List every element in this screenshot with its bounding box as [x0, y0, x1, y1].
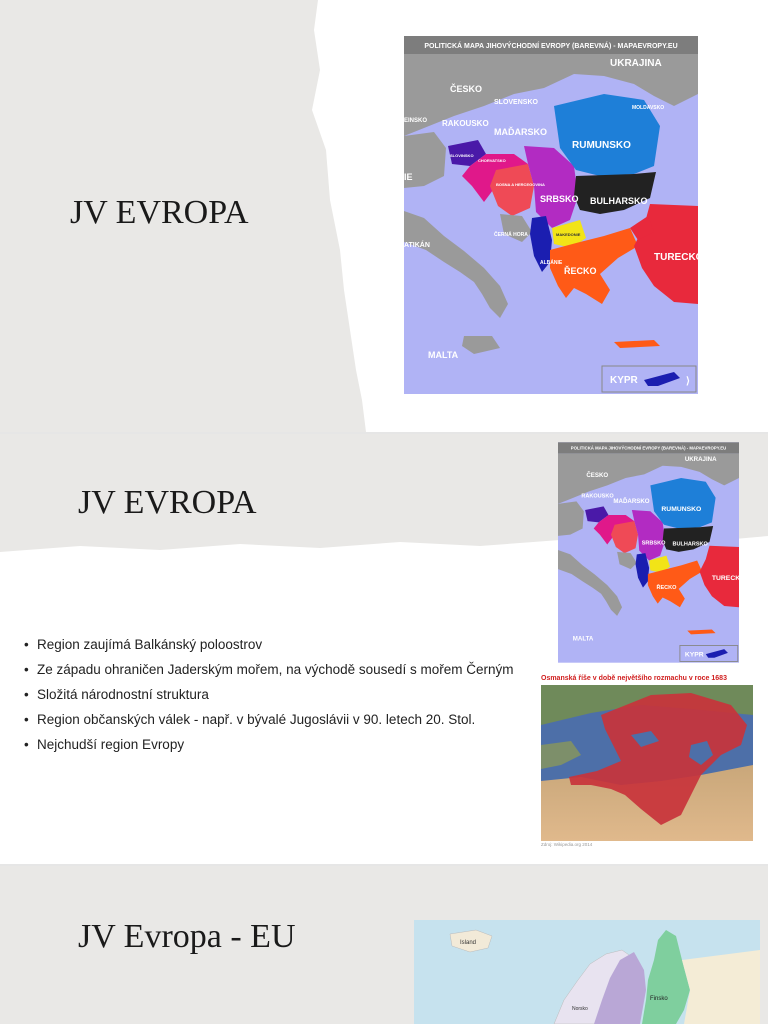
- ottoman-empire-map: [541, 685, 753, 841]
- label-ukrajina: UKRAJINA: [610, 58, 662, 69]
- label-cesko: ČESKO: [586, 471, 609, 479]
- label-bulharsko: BULHARSKO: [590, 196, 648, 206]
- slide-3: [0, 866, 768, 1024]
- label-island: Island: [460, 940, 477, 946]
- label-recko: ŘECKO: [656, 584, 677, 591]
- label-vatikan: ATIKÁN: [404, 242, 430, 249]
- label-makedonie: MAKEDONIE: [556, 232, 581, 237]
- label-finsko: Finsko: [650, 996, 668, 1002]
- label-einsko: EINSKO: [404, 118, 428, 124]
- label-madarsko: MAĎARSKO: [494, 127, 547, 137]
- label-ie: IE: [404, 172, 413, 182]
- label-albanie: ALBÁNIE: [540, 260, 563, 266]
- label-rumunsko: RUMUNSKO: [661, 506, 702, 514]
- label-bosna: BOSNA A HERCEGOVINA: [496, 182, 545, 187]
- list-item: • Složitá národnostní struktura: [24, 686, 514, 703]
- balkan-political-map: [404, 36, 704, 394]
- list-item: • Region občanských válek - např. v bývalé Jugoslávii v 90. letech 20. Stol.: [24, 711, 514, 728]
- label-bulharsko: BULHARSKO: [672, 541, 708, 548]
- label-cerna-hora: ČERNÁ HORA: [494, 232, 528, 238]
- label-slovinsko: SLOVINSKO: [450, 153, 474, 158]
- map-header: POLITICKÁ MAPA JIHOVÝCHODNÍ EVROPY (BAREVNÁ) - MAPAEVROPY.EU: [570, 445, 727, 451]
- list-item: • Region zaujímá Balkánský poloostrov: [24, 636, 514, 653]
- svg-text:⟩: ⟩: [686, 376, 690, 387]
- label-turecko: TURECKO: [711, 575, 746, 583]
- label-madarsko: MAĎARSKO: [613, 498, 650, 506]
- map-header: POLITICKÁ MAPA JIHOVÝCHODNÍ EVROPY (BAREVNÁ) - MAPAEVROPY.EU: [424, 43, 678, 50]
- label-chorvatsko: CHORVATSKO: [478, 158, 506, 163]
- label-slovensko: SLOVENSKO: [494, 99, 538, 106]
- bullet-list: [24, 636, 514, 761]
- slide-2: [0, 434, 768, 864]
- label-malta: MALTA: [572, 635, 594, 643]
- label-norsko: Norsko: [572, 1006, 588, 1012]
- slide-1: [0, 0, 768, 432]
- ottoman-map-caption: Osmanská říše v době největšího rozmachu v roce 1683: [541, 675, 727, 682]
- label-srbsko: SRBSKO: [641, 540, 666, 547]
- ottoman-map-credit: Zdroj: Wikipedia.org 2014: [541, 842, 593, 847]
- label-cesko: ČESKO: [450, 84, 483, 94]
- label-malta: MALTA: [428, 350, 459, 360]
- label-kypr: KYPR: [610, 375, 638, 386]
- list-item: • Nejchudší region Evropy: [24, 736, 514, 753]
- balkan-political-map-small: [558, 440, 746, 665]
- slide-title: JV EVROPA: [78, 484, 257, 521]
- label-rakousko: RAKOUSKO: [442, 119, 489, 128]
- label-kypr: KYPR: [684, 651, 704, 659]
- slide-title: JV EVROPA: [70, 194, 249, 231]
- europe-eu-map: [414, 920, 760, 1024]
- label-turecko: TURECKO: [654, 252, 704, 263]
- label-recko: ŘECKO: [564, 266, 597, 276]
- slide-title: JV Evropa - EU: [78, 918, 296, 955]
- list-item: • Ze západu ohraničen Jaderským mořem, na východě sousedí s mořem Černým: [24, 661, 514, 678]
- label-moldavsko: MOLDAVSKO: [632, 105, 665, 111]
- label-ukrajina: UKRAJINA: [684, 455, 717, 463]
- label-rumunsko: RUMUNSKO: [572, 140, 631, 151]
- label-srbsko: SRBSKO: [540, 194, 579, 204]
- label-rakousko: RAKOUSKO: [581, 493, 614, 500]
